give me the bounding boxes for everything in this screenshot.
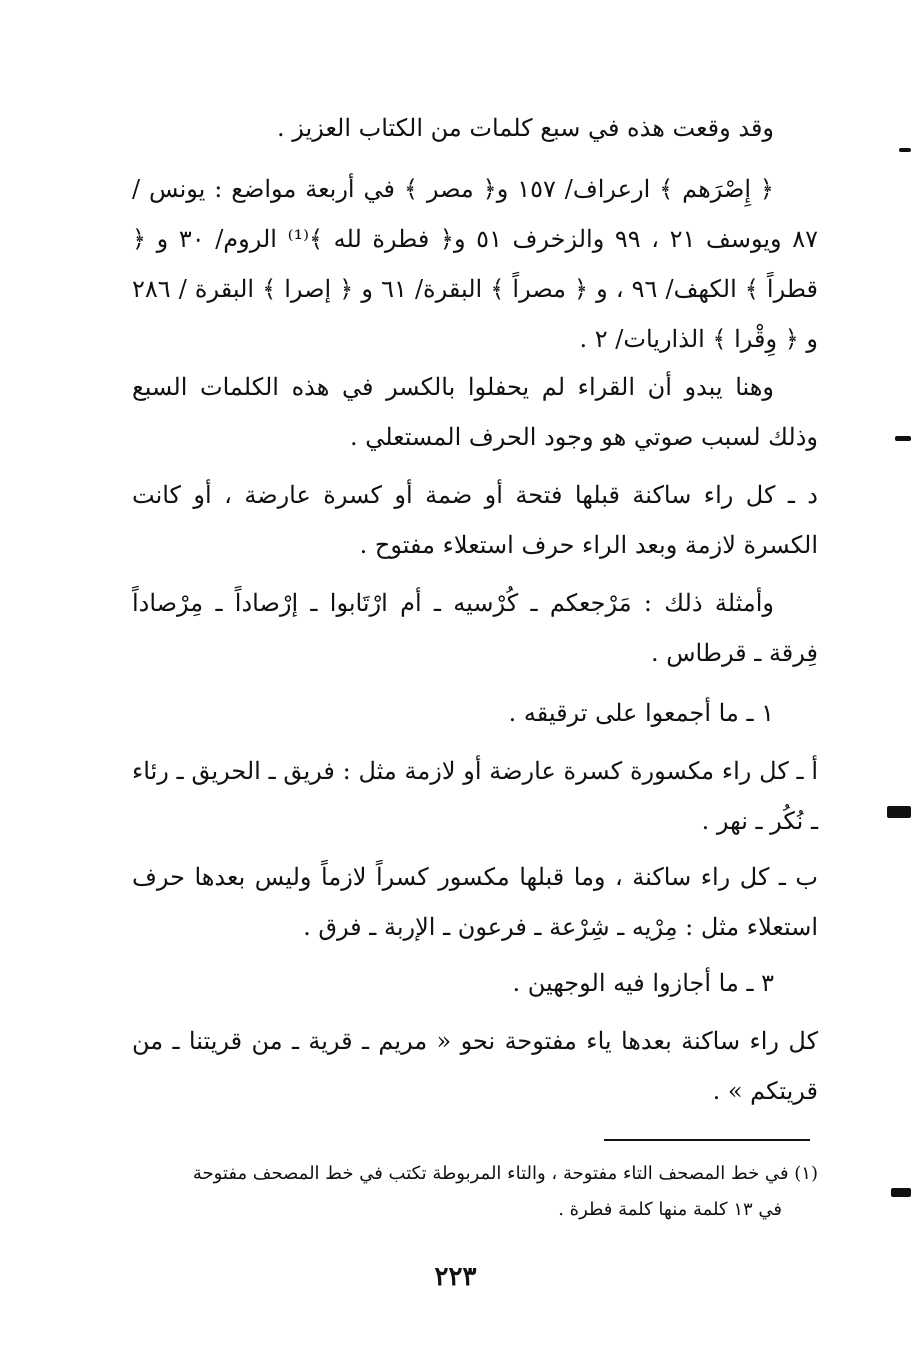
margin-scan-mark xyxy=(891,1188,911,1197)
footnote-line-2: في ١٣ كلمة منها كلمة فطرة . xyxy=(558,1199,782,1220)
heading-section-3: ٣ ـ ما أجازوا فيه الوجهين . xyxy=(512,969,774,997)
footnote-separator xyxy=(604,1139,810,1141)
margin-scan-mark xyxy=(895,436,911,441)
page-number: ٢٢٣ xyxy=(434,1262,477,1292)
paragraph-word-list: ﴿ إِصْرَهم ﴾ ارعراف/ ١٥٧ و﴿ مصر ﴾ في أربعة مواضع : يونس / ٨٧ ويوسف ٢١ ، ٩٩ والزخرف ٥١ و﴿ فطرة لله ﴾⁽¹⁾ الروم/ ٣٠ و ﴿ قطراً ﴾ الكهف/ ٩٦ ، و ﴿ مصراً ﴾ البقرة/ ٦١ و ﴿ إصرا ﴾ البقرة / ٢٨٦ و ﴿ وِقْرا ﴾ الذاريات/ ٢ . xyxy=(132,175,818,353)
footnote xyxy=(132,1156,818,1228)
paragraph-examples: وأمثلة ذلك : مَرْجعكم ـ كُرْسيه ـ أم ارْتَابوا ـ إرْصاداً ـ مِرْصاداً فِرقة ـ قرطاس . xyxy=(132,589,818,667)
heading-section-1: ١ ـ ما أجمعوا على ترقيقه . xyxy=(508,699,774,727)
margin-scan-mark xyxy=(887,806,911,818)
paragraph-section-3-body: كل راء ساكنة بعدها ياء مفتوحة نحو « مريم ـ قرية ـ من قريتنا ـ من قريتكم » . xyxy=(132,1027,818,1105)
paragraph-rule-d: د ـ كل راء ساكنة قبلها فتحة أو ضمة أو كسرة عارضة ، أو كانت الكسرة لازمة وبعد الراء حرف استعلاء مفتوح . xyxy=(132,481,818,559)
paragraph-explanation: وهنا يبدو أن القراء لم يحفلوا بالكسر في هذه الكلمات السبع وذلك لسبب صوتي هو وجود الحرف المستعلي . xyxy=(132,373,818,451)
paragraph-intro: وقد وقعت هذه في سبع كلمات من الكتاب العزيز . xyxy=(277,114,774,142)
margin-scan-mark xyxy=(899,148,911,152)
paragraph-rule-a: أ ـ كل راء مكسورة كسرة عارضة أو لازمة مثل : فريق ـ الحريق ـ رئاء ـ نُكُر ـ نهر . xyxy=(132,757,818,835)
footnote-line-1: (١) في خط المصحف التاء مفتوحة ، والتاء المربوطة تكتب في خط المصحف مفتوحة xyxy=(192,1163,818,1184)
paragraph-rule-b: ب ـ كل راء ساكنة ، وما قبلها مكسور كسراً لازماً وليس بعدها حرف استعلاء مثل : مِرْيه ـ شِرْعة ـ فرعون ـ الإربة ـ فرق . xyxy=(132,863,818,941)
